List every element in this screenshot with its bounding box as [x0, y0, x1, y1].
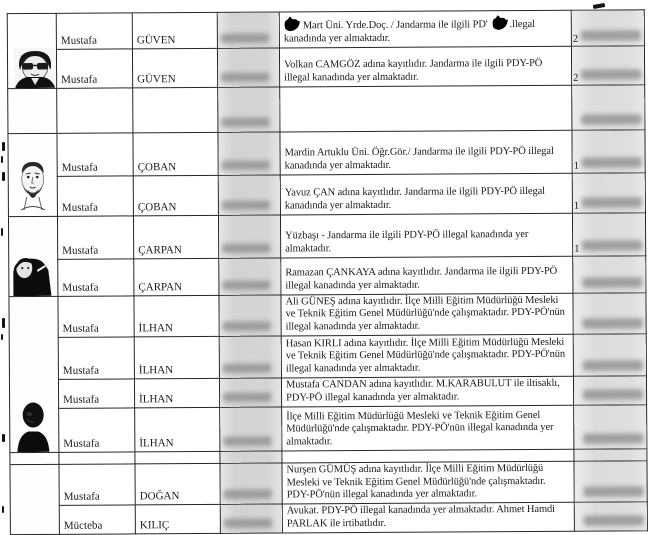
redaction-blur: [581, 69, 641, 79]
redacted-id-cell: [219, 336, 281, 378]
surname-cell: [134, 379, 219, 409]
table-row: [8, 213, 645, 260]
redaction-blur: [581, 30, 641, 40]
photo-cell: [9, 296, 59, 453]
ink-blob-icon: [492, 15, 508, 30]
first-name-cell: [59, 452, 135, 464]
redacted-number-cell: [574, 502, 647, 531]
redaction-blur: [222, 281, 270, 290]
portrait-man-glasses-photo: [14, 48, 56, 88]
surname-cell: [132, 12, 217, 49]
surname-cell: [135, 464, 220, 506]
description-cell: [282, 503, 574, 534]
redaction-blur: [222, 244, 270, 253]
description-text: İlçe Milli Eğitim Müdürlüğü Mesleki ve Teknik Eğitim Genel Müdürlüğü'nde çalışmaktadır. PDY-PÖ'nün illegal kanadında yer almaktadır.: [286, 409, 554, 448]
first-name-cell: [59, 505, 135, 534]
photo-cell: [10, 465, 59, 535]
document-scan: [7, 9, 648, 535]
description-text: Avukat. PDY-PÖ illegal kanadında yer almaktadır. Ahmet Hamdi PARLAK ile irtibatlıdır.: [286, 504, 556, 530]
redaction-blur: [222, 161, 270, 170]
first-name: Mustafa: [63, 437, 100, 451]
table-row: [10, 461, 647, 506]
partial-number: 1: [574, 243, 580, 255]
portrait-sketch-beard-photo: [17, 158, 49, 216]
redacted-id-cell: [217, 12, 279, 48]
redaction-blur: [223, 393, 271, 402]
redaction-blur: [223, 322, 271, 331]
table-row: [8, 130, 645, 177]
ink-blob-icon: [284, 17, 300, 32]
first-name-cell: [57, 176, 133, 216]
surname: İLHAN: [138, 364, 174, 377]
first-name: Mustafa: [61, 161, 98, 174]
redaction-blur: [584, 516, 644, 526]
redacted-number-cell: [572, 213, 645, 256]
table-row: [7, 46, 644, 89]
scan-artifact: [1, 334, 3, 340]
first-name-cell: [57, 133, 133, 176]
description-text: Ali GÜNEŞ adına kayıtlıdır. İlçe Milli Eğitim Müdürlüğü Mesleki ve Teknik Eğitim Genel Müdürlüğü'nde çalışmaktadır. PDY-PÖ'nün illegal kanadında yer almaktadır.: [285, 294, 565, 333]
redaction-blur: [221, 34, 269, 43]
scan-artifact: [2, 172, 5, 181]
photo-cell: [8, 88, 57, 133]
surname: İLHAN: [138, 322, 173, 335]
photo-cell: [8, 216, 57, 296]
surname-cell: [135, 408, 220, 453]
redaction-blur: [222, 201, 270, 210]
surname-cell: [135, 505, 220, 534]
first-name-cell: [59, 408, 135, 452]
description-text: Nurşen GÜMÜŞ adına kayıtlıdır. İlçe Milli Eğitim Müdürlüğü Mesleki ve Teknik Eğitim Genel Müdürlüğü'nde çalışmaktadır. PDY-PÖ'nün illegal kanadında yer almaktadır.: [286, 463, 546, 501]
surname: ÇOBAN: [137, 161, 177, 174]
surname-cell: [133, 175, 218, 216]
partial-number: 1: [573, 160, 579, 172]
description-text: Volkan CAMGÖZ adına kayıtlıdır. Jandarma ile ilgili PDY-PÖ illegal kanadında yer almaktadır.: [284, 58, 543, 84]
first-name: Mustafa: [62, 364, 99, 378]
scan-artifact: [2, 318, 5, 328]
first-name: Mustafa: [60, 34, 97, 47]
first-name: Mustafa: [62, 322, 99, 336]
first-name: Mustafa: [63, 393, 100, 407]
description-cell: [279, 10, 571, 48]
table-row: [7, 10, 644, 50]
redacted-id-cell: [219, 378, 281, 407]
surname: İLHAN: [139, 393, 174, 406]
portrait-dark-silhouette-photo: [15, 402, 51, 452]
redacted-id-cell: [218, 132, 280, 175]
redacted-number-cell: [573, 256, 646, 293]
table-row: [10, 405, 647, 453]
redaction-blur: [582, 157, 642, 167]
redacted-number-cell: [573, 376, 646, 405]
personnel-table: [7, 9, 648, 535]
redacted-number-cell: [572, 173, 645, 213]
photo-cell: [8, 133, 58, 216]
description-cell: [281, 256, 573, 295]
table-row: [9, 293, 646, 338]
redaction-blur: [583, 434, 643, 444]
description-text: Yavuz ÇAN adına kayıtlıdır. Jandarma ile ilgili PDY-PÖ illegal kanadında yer almaktadır.: [284, 186, 546, 212]
first-name-cell: [58, 337, 134, 379]
redaction-blur: [582, 240, 642, 250]
first-name: Mustafa: [62, 244, 99, 257]
redaction-blur: [582, 277, 642, 287]
description-cell: [281, 334, 573, 378]
description-text: Yüzbaşı - Jandarma ile ilgili PDY-PÖ illegal kanadında yer almaktadır.: [285, 229, 529, 255]
description-cell: [280, 85, 572, 132]
redacted-id-cell: [220, 504, 282, 533]
first-name: Mustafa: [61, 201, 99, 214]
photo-cell: [10, 453, 59, 465]
description-cell: [280, 130, 572, 175]
description-cell: [282, 405, 574, 451]
surname-cell: [133, 215, 218, 259]
surname-cell: [134, 295, 219, 337]
redacted-id-cell: [219, 295, 281, 337]
surname-cell: [133, 132, 218, 176]
surname-cell: [133, 87, 218, 133]
table-row: [9, 256, 646, 297]
first-name: Mustafa: [61, 73, 98, 86]
partial-number: 2: [573, 72, 579, 84]
surname: ÇARPAN: [138, 281, 183, 294]
table-row: [10, 502, 647, 535]
redacted-id-cell: [220, 451, 282, 463]
scan-artifact: [1, 156, 3, 163]
redaction-blur: [584, 487, 644, 497]
table-row: [8, 85, 645, 134]
surname: ÇARPAN: [138, 244, 182, 257]
first-name-cell: [57, 216, 133, 259]
redacted-number-cell: [571, 46, 644, 85]
scan-artifact: [2, 434, 5, 442]
description-cell: [282, 461, 574, 504]
redaction-blur: [583, 319, 643, 329]
redacted-id-cell: [219, 258, 281, 295]
surname-cell: [134, 258, 219, 296]
partial-number: 1: [573, 200, 580, 212]
description-cell: [280, 173, 572, 215]
redacted-number-cell: [573, 293, 646, 335]
description-cell: [281, 293, 573, 336]
surname: İLHAN: [139, 437, 174, 450]
redacted-number-cell: [572, 130, 645, 173]
redacted-number-cell: [573, 334, 646, 376]
surname: KILIÇ: [139, 519, 170, 532]
scan-artifact: [2, 506, 4, 513]
partial-number: 2: [572, 33, 579, 45]
description-text: Mart Üni. Yrde.Doç. / Jandarma ile ilgili PD' .llegal kanadında yer almaktadır.: [280, 14, 571, 48]
first-name-cell: [56, 49, 132, 88]
first-name-cell: [57, 88, 133, 133]
redacted-id-cell: [218, 215, 280, 258]
table-row: [9, 376, 646, 409]
redaction-blur: [223, 437, 271, 446]
redacted-number-cell: [574, 461, 647, 503]
redacted-id-cell: [218, 175, 280, 215]
redacted-id-cell: [220, 463, 282, 505]
surname-cell: [134, 337, 219, 380]
redacted-number-cell: [572, 85, 645, 130]
redaction-blur: [582, 197, 642, 207]
redaction-blur: [224, 490, 272, 499]
surname: GÜVEN: [136, 34, 176, 47]
surname: GÜVEN: [137, 73, 176, 86]
redaction-blur: [583, 390, 643, 400]
redacted-number-cell: [574, 449, 647, 461]
description-cell: [280, 213, 572, 258]
description-text: Ramazan ÇANKAYA adına kayıtlıdır. Jandarma ile ilgili PDY-PÖ illegal kanadında yer almaktadır.: [285, 266, 558, 292]
first-name-cell: [58, 296, 134, 338]
redacted-id-cell: [220, 407, 282, 451]
redaction-blur: [581, 114, 641, 124]
first-name-cell: [58, 379, 134, 408]
first-name: Mustafa: [62, 281, 99, 294]
redaction-blur: [221, 73, 269, 82]
redacted-number-cell: [574, 405, 647, 449]
description-cell: [279, 46, 571, 87]
redaction-blur: [223, 364, 271, 373]
first-name: Mustafa: [63, 491, 100, 504]
surname: ÇOBAN: [137, 201, 177, 214]
surname: DOĞAN: [139, 490, 180, 503]
scan-artifact: [2, 142, 5, 151]
first-name: Mücteba: [63, 519, 103, 533]
description-text: Hasan KIRLI adına kayıtlıdır. İlçe Milli Eğitim Müdürlüğü Mesleki ve Teknik Eğitim Genel Müdürlüğü'nde çalışmaktadır. PDY-PÖ'nün illegal kanadında yer almaktadır.: [285, 336, 566, 375]
table-row: [9, 334, 646, 380]
redaction-blur: [221, 118, 269, 127]
first-name-cell: [56, 13, 132, 49]
first-name-cell: [58, 259, 134, 296]
scan-artifact: [1, 228, 3, 236]
redacted-number-cell: [571, 10, 644, 46]
first-name-cell: [59, 464, 135, 506]
portrait-dark-figure-photo: [11, 256, 53, 296]
redaction-blur: [583, 361, 643, 371]
description-cell: [281, 376, 573, 407]
photo-cell: [7, 13, 56, 88]
description-text: Mustafa CANDAN adına kayıtlıdır. M.KARABULUT ile iltisaklı, PDY-PÖ illegal kanadında yer almaktadır.: [285, 378, 560, 404]
table-row: [8, 173, 645, 217]
redacted-id-cell: [218, 87, 280, 132]
redacted-id-cell: [217, 48, 279, 87]
scan-artifact: [593, 3, 606, 9]
redaction-blur: [224, 519, 272, 528]
surname-cell: [135, 452, 220, 465]
description-text: Mardin Artuklu Üni. Öğr.Gör./ Jandarma ile ilgili PDY-PÖ illegal kanadında yer almaktadır.: [284, 146, 554, 172]
surname-cell: [132, 48, 217, 88]
